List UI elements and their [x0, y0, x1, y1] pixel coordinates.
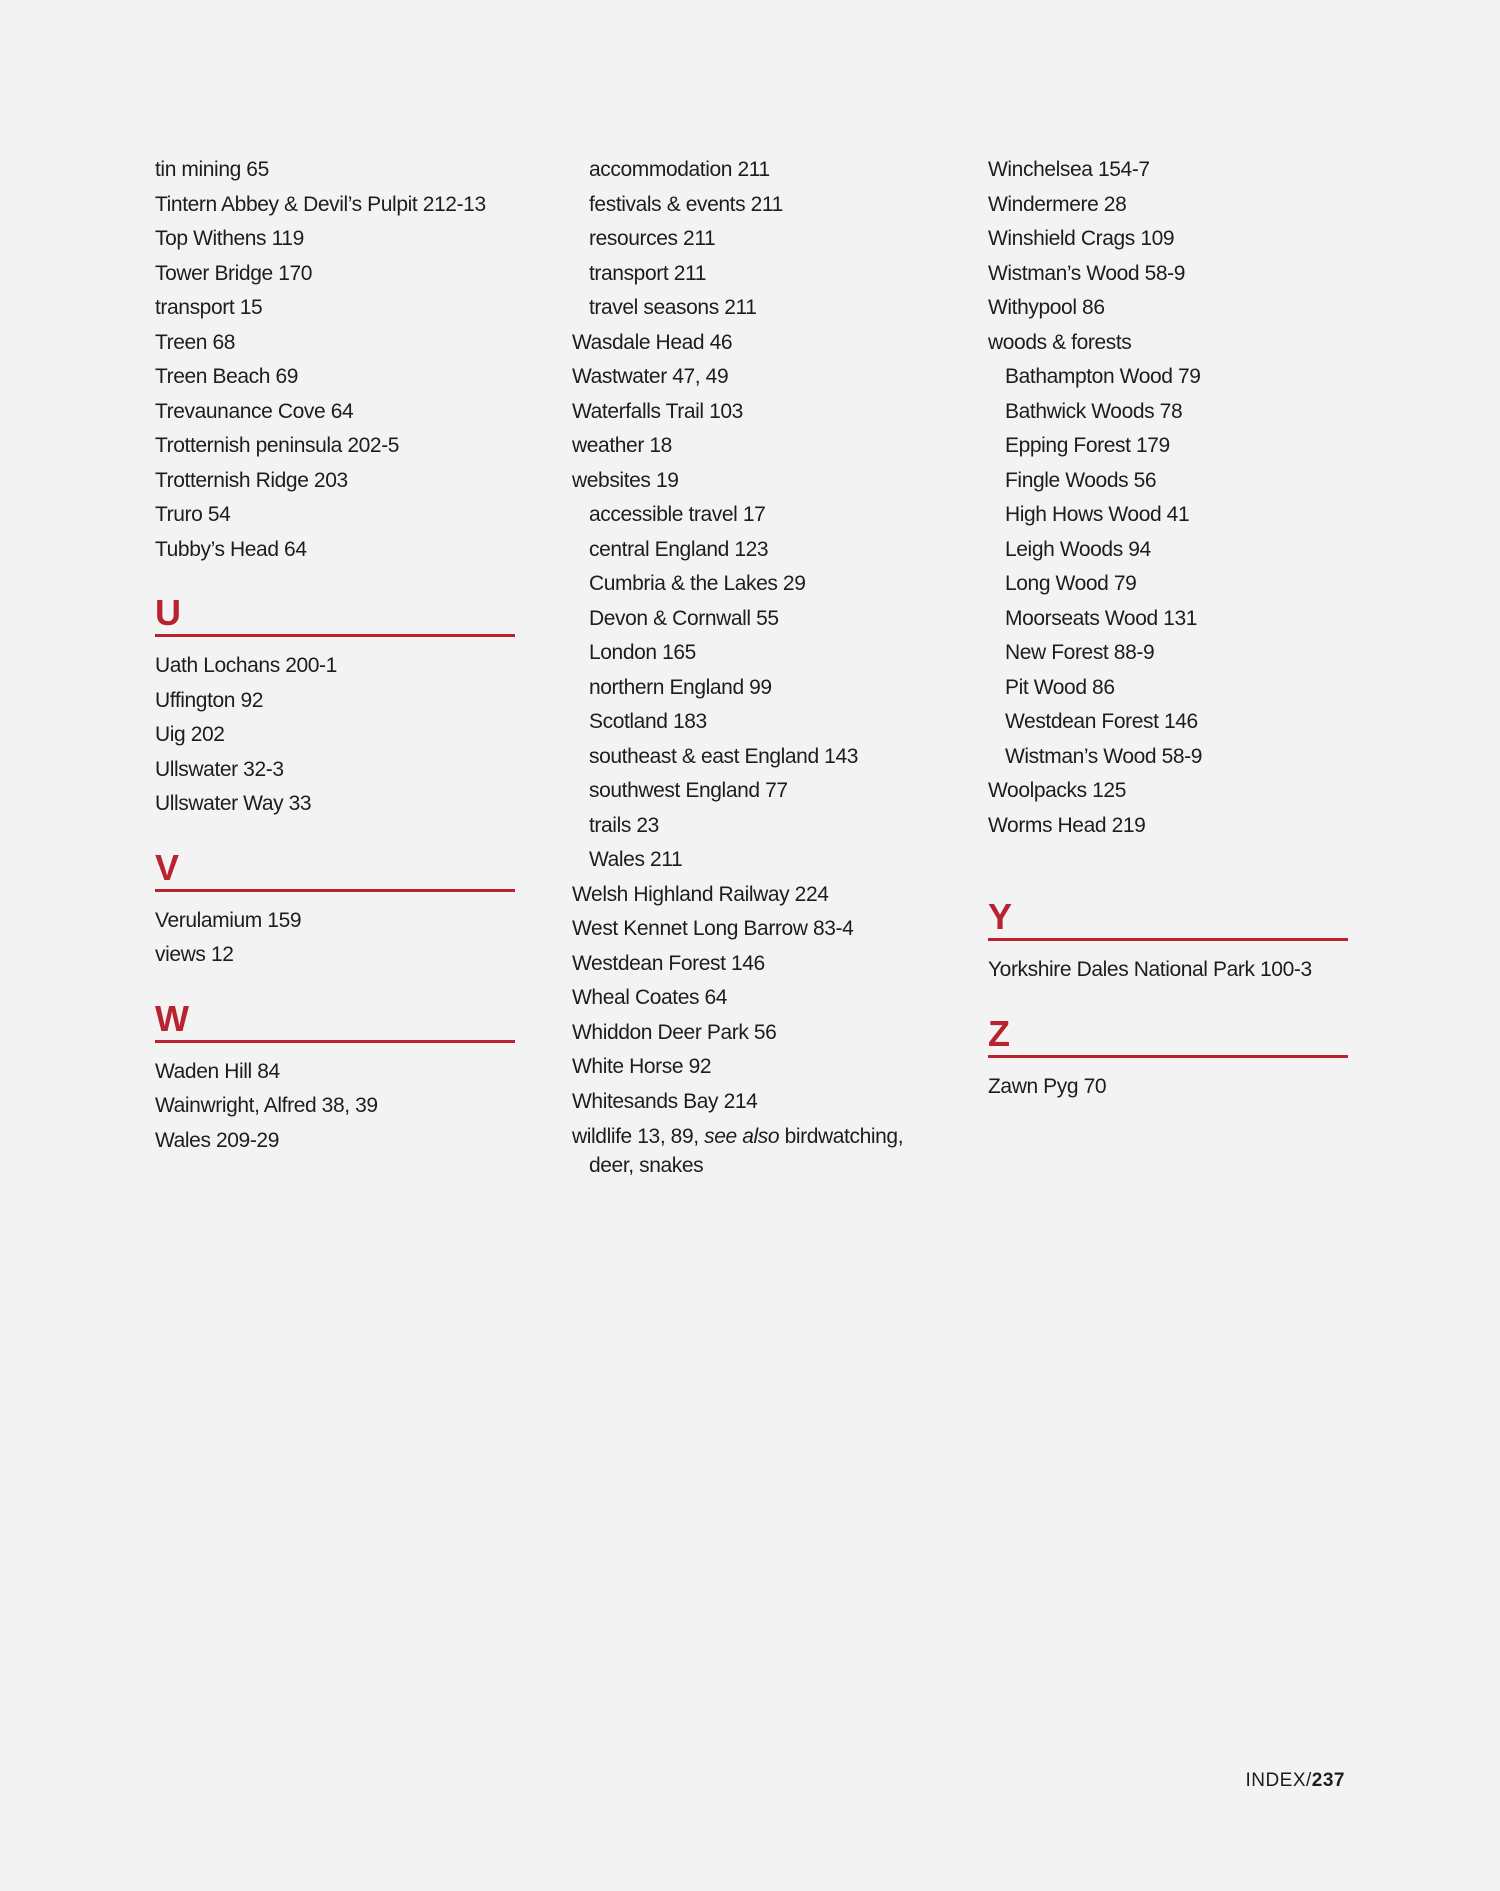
wildlife-text: wildlife 13, 89, [572, 1125, 705, 1148]
index-subentry: High Hows Wood 41 [1005, 503, 1190, 526]
spacer [988, 843, 1348, 871]
index-entry: Uath Lochans 200-1 [155, 654, 337, 677]
index-subentry: New Forest 88-9 [1005, 641, 1155, 664]
index-entry: Woolpacks 125 [988, 779, 1126, 802]
index-entry: Wainwright, Alfred 38, 39 [155, 1094, 378, 1117]
index-entry: Westdean Forest 146 [572, 951, 765, 975]
section-v [155, 848, 515, 973]
page-number: 237 [1311, 1770, 1345, 1791]
index-entry: Tower Bridge 170 [155, 261, 313, 285]
index-entry: Yorkshire Dales National Park 100-3 [988, 958, 1312, 981]
index-entry: Wastwater 47, 49 [572, 365, 729, 388]
index-subentry: transport 211 [589, 261, 706, 285]
section-w [155, 999, 515, 1159]
section-z [988, 1014, 1348, 1105]
index-subentry: travel seasons 211 [589, 296, 757, 319]
index-entry: Welsh Highland Railway 224 [572, 882, 829, 906]
index-entry: Treen 68 [155, 330, 236, 354]
index-entry: Windermere 28 [988, 192, 1127, 216]
section-heading [155, 999, 515, 1043]
index-entry: Whiddon Deer Park 56 [572, 1020, 777, 1044]
index-subentry: resources 211 [589, 227, 716, 250]
index-entry: Worms Head 219 [988, 813, 1146, 837]
index-entry: Uffington 92 [155, 688, 264, 712]
index-subentry: Moorseats Wood 131 [1005, 606, 1198, 630]
index-entry: Truro 54 [155, 503, 231, 526]
index-subentry: London 165 [589, 641, 696, 664]
index-subentry: northern England 99 [589, 675, 772, 699]
section-letter: Z [988, 1012, 1010, 1054]
index-subentry: Pit Wood 86 [1005, 675, 1115, 699]
index-entry: Trevaunance Cove 64 [155, 399, 354, 423]
index-subentry: Scotland 183 [589, 710, 707, 733]
index-entry: Top Withens 119 [155, 227, 304, 250]
index-entry: tin mining 65 [155, 158, 269, 181]
index-entry: White Horse 92 [572, 1055, 712, 1078]
index-subentry: accommodation 211 [589, 158, 770, 181]
index-entry: weather 18 [572, 434, 672, 457]
section-letter: W [155, 997, 189, 1039]
index-subentry: festivals & events 211 [589, 192, 783, 216]
index-subentry: Wistman’s Wood 58-9 [1005, 744, 1203, 768]
index-entry: Withypool 86 [988, 296, 1105, 319]
index-entry: transport 15 [155, 296, 263, 319]
index-entry: Ullswater Way 33 [155, 792, 312, 815]
index-subentry: central England 123 [589, 537, 769, 561]
section-y [988, 897, 1348, 988]
t-entries [155, 153, 515, 567]
section-heading [988, 1014, 1348, 1058]
index-subentry: Leigh Woods 94 [1005, 537, 1151, 561]
index-subentry: Bathwick Woods 78 [1005, 399, 1183, 423]
index-subentry: trails 23 [589, 813, 659, 837]
section-heading [155, 593, 515, 637]
index-entry: Trotternish Ridge 203 [155, 468, 348, 492]
section-letter: V [155, 846, 180, 888]
see-also-reference: see also [704, 1125, 780, 1148]
footer-label: INDEX [1245, 1770, 1307, 1791]
index-subentry: southeast & east England 143 [589, 744, 859, 768]
index-subentry: Bathampton Wood 79 [1005, 365, 1201, 388]
index-entry: Waterfalls Trail 103 [572, 399, 743, 423]
index-entry: Tintern Abbey & Devil’s Pulpit 212-13 [155, 192, 486, 216]
page-footer [1245, 1770, 1345, 1792]
index-subentry: Fingle Woods 56 [1005, 468, 1157, 492]
index-entry: Winchelsea 154-7 [988, 158, 1150, 181]
index-entry: Wistman’s Wood 58-9 [988, 261, 1186, 285]
index-entry: Wheal Coates 64 [572, 986, 728, 1009]
index-entry: Treen Beach 69 [155, 365, 299, 388]
index-subentry: southwest England 77 [589, 779, 788, 802]
index-entry: West Kennet Long Barrow 83-4 [572, 917, 854, 940]
index-entry: websites 19 [572, 468, 679, 492]
index-column-1 [155, 153, 515, 1158]
index-entry: Wales 209-29 [155, 1128, 279, 1152]
index-entry: Whitesands Bay 214 [572, 1089, 758, 1113]
wildlife-crossrefs: birdwatching, deer, snakes [589, 1125, 904, 1177]
index-subentry: Long Wood 79 [1005, 572, 1137, 595]
index-entry: views 12 [155, 943, 234, 966]
index-entry: Uig 202 [155, 723, 225, 746]
index-subentry: Epping Forest 179 [1005, 434, 1170, 457]
section-heading [988, 897, 1348, 941]
index-subentry: accessible travel 17 [589, 503, 766, 526]
section-letter: U [155, 592, 181, 633]
index-column-3 [988, 153, 1348, 1104]
index-column-2 [572, 153, 932, 1180]
index-entry: Ullswater 32-3 [155, 757, 284, 781]
section-heading [155, 848, 515, 892]
index-entry: woods & forests [988, 330, 1132, 354]
index-entry: Wasdale Head 46 [572, 330, 733, 354]
index-entry-wildlife [572, 1122, 932, 1180]
index-entry: Trotternish peninsula 202-5 [155, 434, 400, 457]
footer-separator: / [1306, 1770, 1312, 1791]
index-entry: Waden Hill 84 [155, 1059, 280, 1083]
section-u [155, 593, 515, 822]
section-letter: Y [988, 896, 1013, 937]
index-subentry: Cumbria & the Lakes 29 [589, 572, 806, 595]
index-subentry: Devon & Cornwall 55 [589, 606, 779, 630]
index-subentry: Westdean Forest 146 [1005, 710, 1198, 733]
index-entry: Verulamium 159 [155, 908, 302, 932]
index-entry: Zawn Pyg 70 [988, 1074, 1107, 1098]
index-subentry: Wales 211 [589, 848, 683, 871]
index-entry: Winshield Crags 109 [988, 227, 1175, 250]
index-entry: Tubby’s Head 64 [155, 537, 307, 561]
